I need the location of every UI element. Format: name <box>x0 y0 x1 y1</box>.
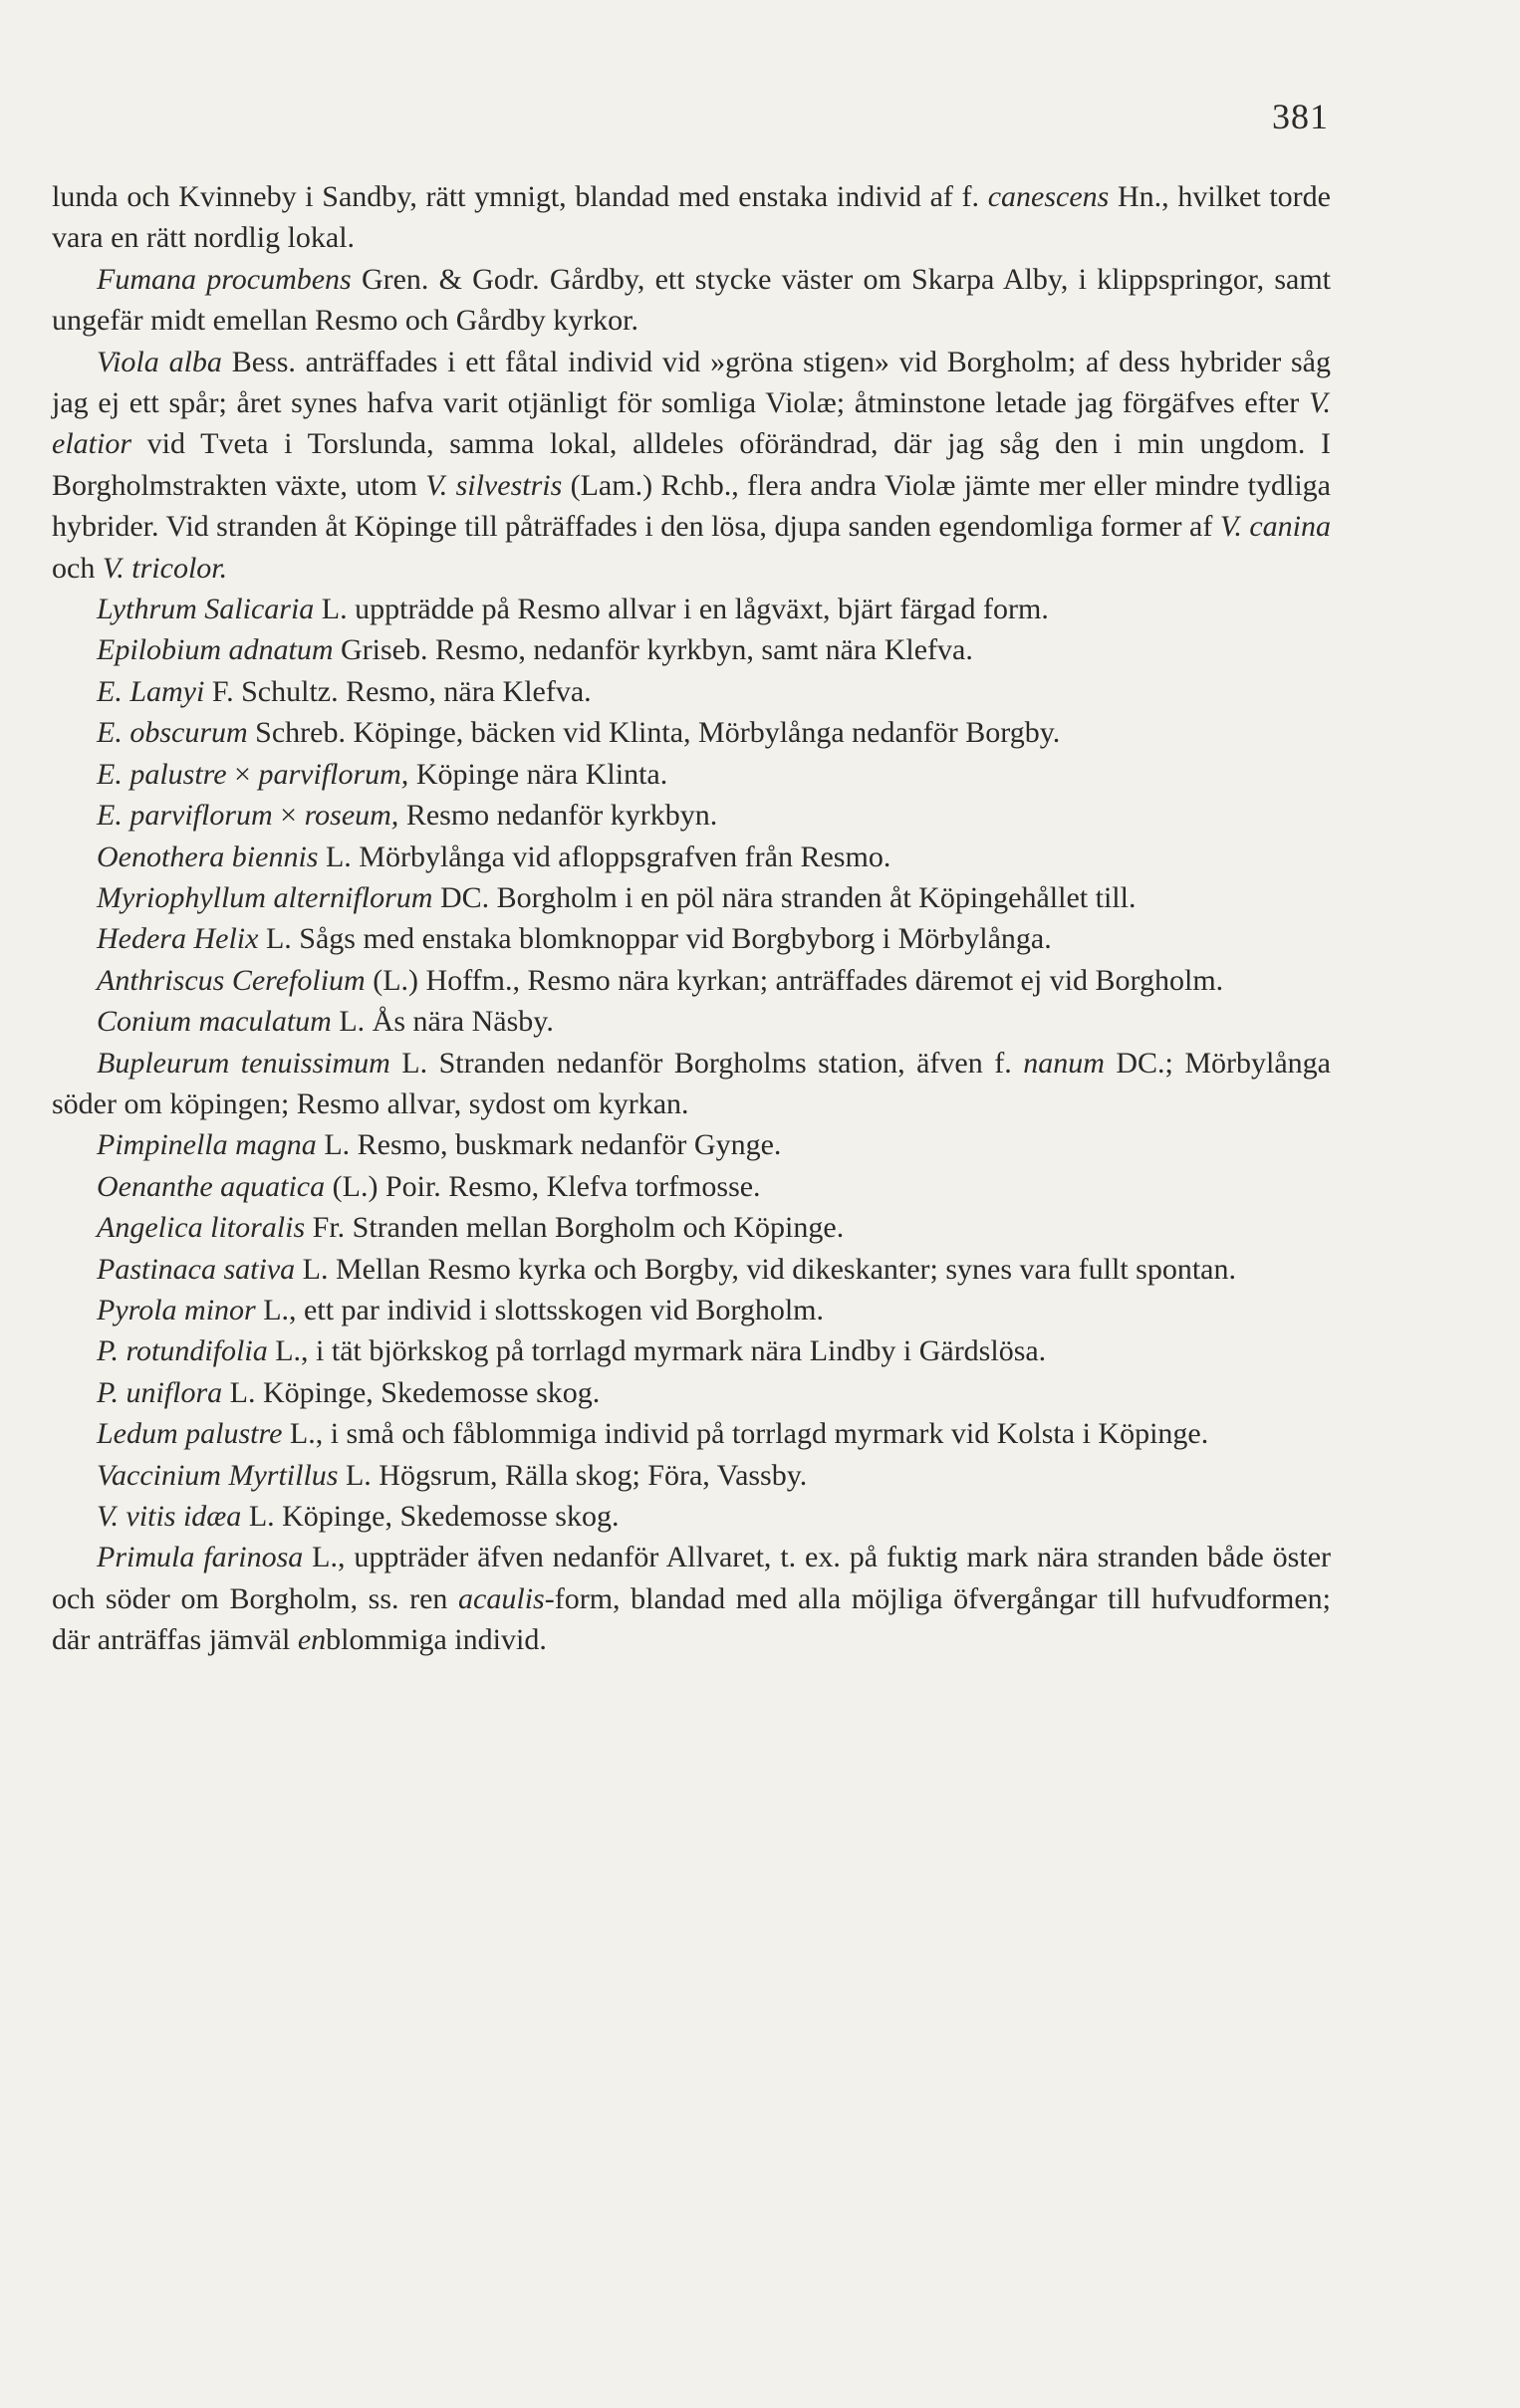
paragraph <box>52 671 1331 712</box>
italic-text: V. tricolor. <box>102 551 228 585</box>
text-run: Köpinge nära Klinta. <box>408 757 668 791</box>
text-run: L. uppträdde på Resmo allvar i en lågväxt, bjärt färgad form. <box>314 593 1049 626</box>
text-run: L. Högsrum, Rälla skog; Föra, Vassby. <box>338 1458 808 1492</box>
italic-text: Pyrola minor <box>97 1293 256 1326</box>
paragraph <box>52 342 1331 589</box>
paragraph <box>52 795 1331 836</box>
paragraph <box>52 1330 1331 1371</box>
paragraph <box>52 629 1331 670</box>
italic-text: Epilobium adnatum <box>97 633 334 667</box>
italic-text: Pimpinella magna <box>97 1128 317 1162</box>
text-run: L., ett par individ i slottsskogen vid Borgholm. <box>255 1293 824 1326</box>
paragraph <box>52 712 1331 753</box>
text-run: L. Resmo, buskmark nedanför Gynge. <box>316 1128 782 1162</box>
text-run: Schreb. Köpinge, bäcken vid Klinta, Mörbylånga nedanför Borgby. <box>247 716 1061 750</box>
paragraph <box>52 1249 1331 1290</box>
paragraph <box>52 176 1331 259</box>
text-run: Hn., hvilket torde vara en rätt nordlig lokal. <box>52 180 1331 255</box>
text-run: DC.; Mörbylånga söder om köpingen; Resmo allvar, sydost om kyrkan. <box>52 1046 1331 1120</box>
italic-text: Angelica litoralis <box>97 1211 306 1245</box>
text-run: L. Mörbylånga vid afloppsgrafven från Resmo. <box>318 840 891 873</box>
paragraph <box>52 1043 1331 1125</box>
italic-text: E. parviflorum <box>97 799 273 833</box>
italic-text: Bupleurum tenuissimum <box>97 1046 390 1080</box>
italic-text: acaulis <box>458 1581 545 1615</box>
text-run: F. Schultz. Resmo, nära Klefva. <box>204 674 592 708</box>
text-run: L. Köpinge, Skedemosse skog. <box>241 1500 620 1533</box>
italic-text: parviflorum, <box>258 757 409 791</box>
italic-text: E. palustre <box>97 757 227 791</box>
text-run: lunda och Kvinneby i Sandby, rätt ymnigt, blandad med enstaka individ af f. <box>52 180 988 213</box>
text-run: Resmo nedanför kyrkbyn. <box>398 799 718 833</box>
paragraph <box>52 877 1331 918</box>
text-body <box>52 176 1331 1661</box>
text-run: L. Köpinge, Skedemosse skog. <box>222 1375 601 1409</box>
italic-text: Oenothera biennis <box>97 840 319 873</box>
italic-text: canescens <box>987 180 1110 213</box>
paragraph <box>52 1372 1331 1413</box>
italic-text: Hedera Helix <box>97 922 259 956</box>
text-run: DC. Borgholm i en pöl nära stranden åt Köpingehållet till. <box>432 880 1137 914</box>
italic-text: Viola alba <box>97 345 222 378</box>
paragraph <box>52 918 1331 959</box>
paragraph <box>52 1207 1331 1248</box>
paragraph <box>52 259 1331 342</box>
paragraph <box>52 1496 1331 1537</box>
italic-text: E. Lamyi <box>97 674 205 708</box>
text-run: (L.) Hoffm., Resmo nära kyrkan; anträffades däremot ej vid Borgholm. <box>365 963 1224 997</box>
italic-text: roseum, <box>304 799 399 833</box>
italic-text: E. obscurum <box>97 716 248 750</box>
italic-text: Primula farinosa <box>97 1541 304 1574</box>
page-number: 381 <box>1272 97 1329 136</box>
text-run: och <box>52 551 103 585</box>
text-run: Fr. Stranden mellan Borgholm och Köpinge. <box>305 1211 845 1245</box>
italic-text: Ledum palustre <box>97 1417 283 1451</box>
italic-text: V. elatior <box>52 386 1331 461</box>
text-run: Bess. anträffades i ett fåtal individ vid »gröna stigen» vid Borgholm; af dess hybrider såg jag ej ett spår; året synes hafva varit otjänligt för somliga Violæ; åtminstone letade jag förgäfves efter <box>52 345 1331 420</box>
text-run: L. Sågs med enstaka blomknoppar vid Borgbyborg i Mörbylånga. <box>258 922 1052 956</box>
italic-text: P. uniflora <box>97 1375 223 1409</box>
italic-text: V. canina <box>1219 510 1332 544</box>
paragraph <box>52 589 1331 629</box>
italic-text: Anthriscus Cerefolium <box>97 963 366 997</box>
text-run: Gren. & Godr. Gårdby, ett stycke väster om Skarpa Alby, i klippspringor, samt ungefär midt emellan Resmo och Gårdby kyrkor. <box>52 262 1331 338</box>
italic-text: Lythrum Salicaria <box>97 593 315 626</box>
italic-text: Fumana procumbens <box>97 262 352 296</box>
text-run: L. Mellan Resmo kyrka och Borgby, vid dikeskanter; synes vara fullt spontan. <box>295 1252 1236 1286</box>
italic-text: P. rotundifolia <box>97 1334 268 1368</box>
paragraph <box>52 1166 1331 1207</box>
text-run: L., uppträder äfven nedanför Allvaret, t. ex. på fuktig mark nära stranden både öster och söder om Borgholm, ss. ren <box>52 1541 1331 1615</box>
italic-text: Myriophyllum alterniflorum <box>97 880 433 914</box>
text-run: vid Tveta i Torslunda, samma lokal, alldeles oförändrad, där jag såg den i min ungdom. I Borgholmstrakten växte, utom <box>52 427 1331 502</box>
paragraph <box>52 1455 1331 1496</box>
text-run: L., i tät björkskog på torrlagd myrmark nära Lindby i Gärdslösa. <box>267 1334 1047 1368</box>
text-run: blommiga individ. <box>326 1623 547 1657</box>
text-run: (Lam.) Rchb., flera andra Violæ jämte mer eller mindre tydliga hybrider. Vid stranden åt Köpinge till påträffades i den lösa, djupa sanden egendomliga former af <box>52 468 1331 544</box>
paragraph <box>52 1001 1331 1042</box>
text-run: (L.) Poir. Resmo, Klefva torfmosse. <box>325 1169 761 1203</box>
paragraph <box>52 1537 1331 1660</box>
italic-text: Conium maculatum <box>97 1005 332 1039</box>
paragraph <box>52 837 1331 877</box>
text-run: × <box>272 799 305 833</box>
text-run: Griseb. Resmo, nedanför kyrkbyn, samt nära Klefva. <box>333 633 973 667</box>
text-run: L. Stranden nedanför Borgholms station, äfven f. <box>389 1046 1024 1080</box>
paragraph <box>52 1124 1331 1165</box>
text-run: L. Ås nära Näsby. <box>331 1005 554 1039</box>
italic-text: Pastinaca sativa <box>97 1252 296 1286</box>
italic-text: V. silvestris <box>425 468 563 502</box>
paragraph <box>52 1413 1331 1454</box>
italic-text: Oenanthe aquatica <box>97 1169 326 1203</box>
text-run: -form, blandad med alla möjliga öfvergångar till hufvudformen; där anträffas jämväl <box>52 1581 1331 1657</box>
paragraph <box>52 960 1331 1001</box>
italic-text: V. vitis idæa <box>97 1500 242 1533</box>
italic-text: nanum <box>1023 1046 1105 1080</box>
text-run: L., i små och fåblommiga individ på torrlagd myrmark vid Kolsta i Köpinge. <box>282 1417 1209 1451</box>
italic-text: Vaccinium Myrtillus <box>97 1458 339 1492</box>
text-run: × <box>226 757 259 791</box>
italic-text: en <box>297 1623 327 1657</box>
paragraph <box>52 1290 1331 1330</box>
paragraph <box>52 754 1331 795</box>
